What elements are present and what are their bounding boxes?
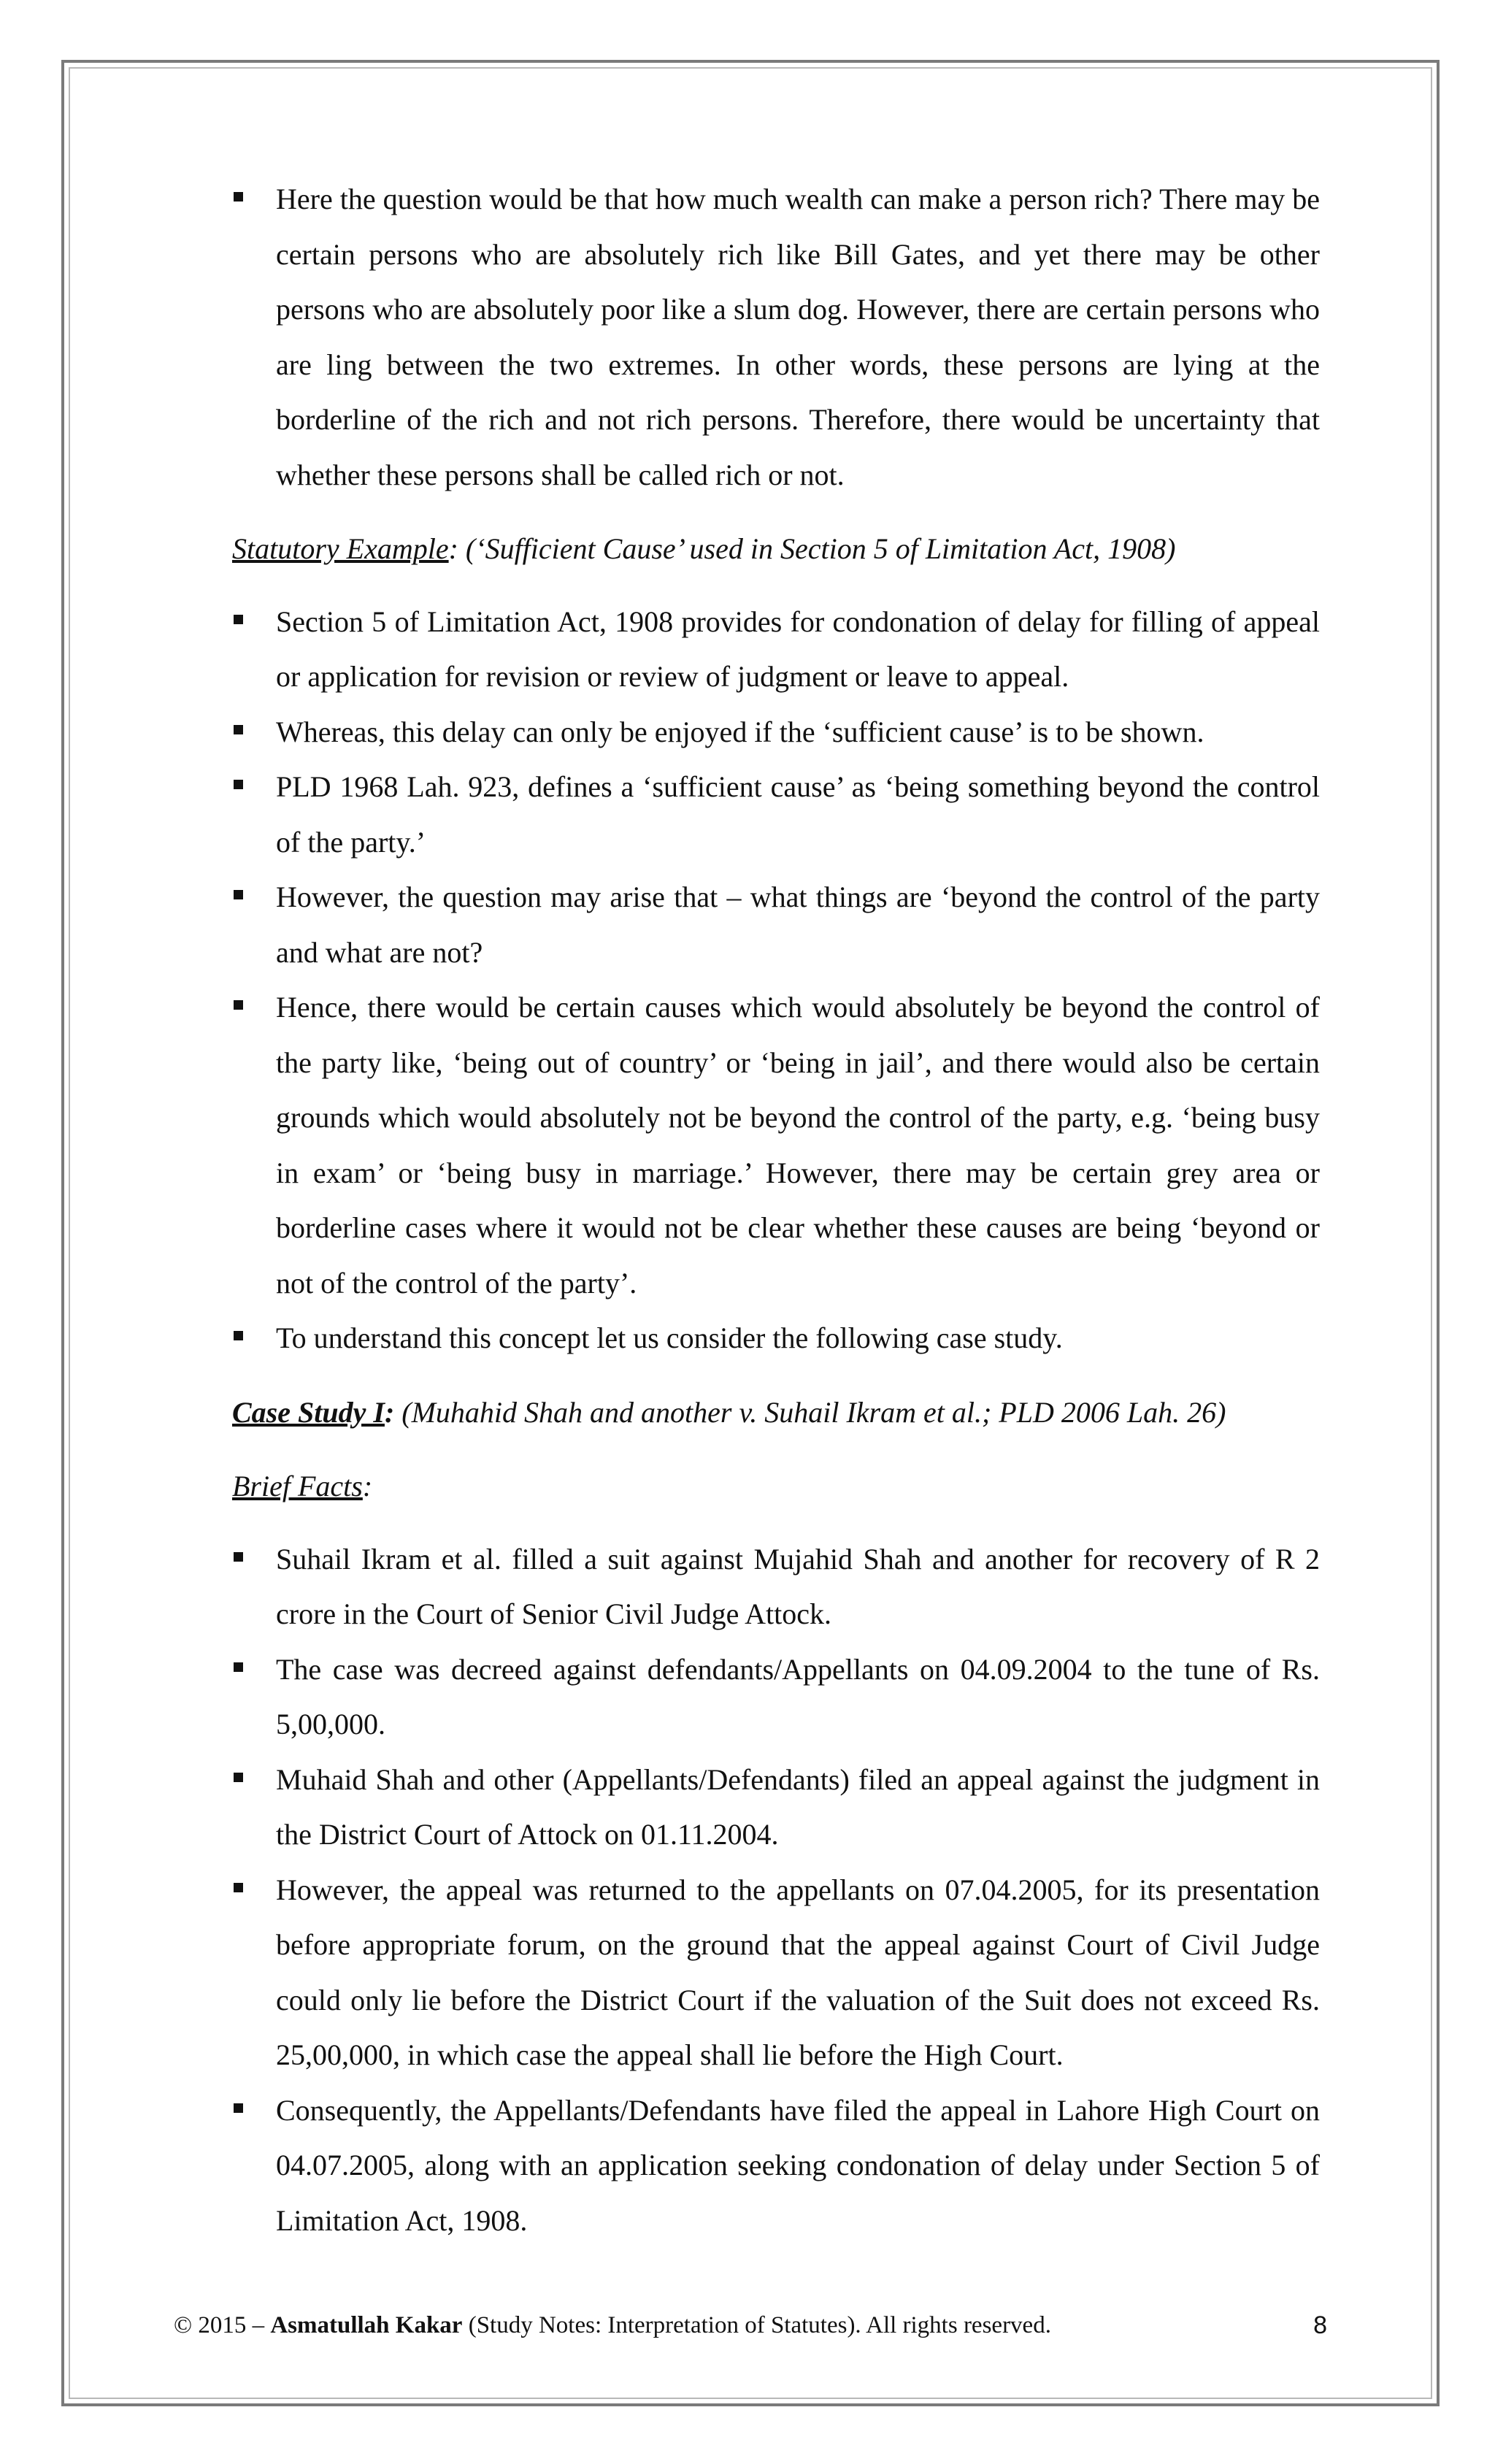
list-item: PLD 1968 Lah. 923, defines a ‘sufficient cause’ as ‘being something beyond the control of the party.’ — [232, 759, 1320, 870]
heading-label: Case Study I — [232, 1395, 385, 1429]
case-study-heading — [232, 1385, 1320, 1440]
page-content — [232, 172, 1320, 2248]
page-number: 8 — [1313, 2311, 1327, 2339]
list-item: Consequently, the Appellants/Defendants have filed the appeal in Lahore High Court on 04.07.2005, along with an application seeking condonation of delay under Section 5 of Limitation Act, 1908. — [232, 2083, 1320, 2249]
list-item: Suhail Ikram et al. filled a suit against Mujahid Shah and another for recovery of R 2 crore in the Court of Senior Civil Judge Attock. — [232, 1532, 1320, 1642]
heading-label: Statutory Example — [232, 532, 449, 565]
copyright-suffix: (Study Notes: Interpretation of Statutes). All rights reserved. — [462, 2312, 1051, 2338]
statutory-example-heading — [232, 521, 1320, 577]
copyright-prefix: © 2015 – — [174, 2312, 271, 2338]
heading-colon: : — [384, 1395, 395, 1429]
author-name: Asmatullah Kakar — [270, 2312, 463, 2338]
list-item: Muhaid Shah and other (Appellants/Defendants) filed an appeal against the judgment in the District Court of Attock on 01.11.2004. — [232, 1752, 1320, 1862]
list-item: The case was decreed against defendants/Appellants on 04.09.2004 to the tune of Rs. 5,00,000. — [232, 1642, 1320, 1752]
list-item: Here the question would be that how much wealth can make a person rich? There may be certain persons who are absolutely rich like Bill Gates, and yet there may be other persons who are absolutely poor like a slum dog. However, there are certain persons who are ling between the two extremes. In other words, these persons are lying at the borderline of the rich and not rich persons. Therefore, there would be uncertainty that whether these persons shall be called rich or not. — [232, 172, 1320, 502]
list-item: Whereas, this delay can only be enjoyed if the ‘sufficient cause’ is to be shown. — [232, 705, 1320, 760]
list-item: To understand this concept let us consider the following case study. — [232, 1310, 1320, 1366]
heading-label: Brief Facts — [232, 1470, 363, 1502]
list-item: However, the question may arise that – what things are ‘beyond the control of the party and what are not? — [232, 870, 1320, 980]
list-item: Section 5 of Limitation Act, 1908 provides for condonation of delay for filling of appeal or application for revision or review of judgment or leave to appeal. — [232, 594, 1320, 705]
statutory-bullet-list — [232, 594, 1320, 1366]
heading-text: : (‘Sufficient Cause’ used in Section 5 of Limitation Act, 1908) — [448, 532, 1176, 565]
page-footer — [174, 2311, 1327, 2340]
facts-bullet-list — [232, 1532, 1320, 2249]
heading-text: (Muhahid Shah and another v. Suhail Ikram et al.; PLD 2006 Lah. 26) — [394, 1395, 1226, 1429]
list-item: Hence, there would be certain causes which would absolutely be beyond the control of the party like, ‘being out of country’ or ‘being in jail’, and there would also be certain grounds which would absolutely not be beyond the control of the party, e.g. ‘being busy in exam’ or ‘being busy in marriage.’ However, there may be certain grey area or borderline cases where it would not be clear whether these causes are being ‘beyond or not of the control of the party’. — [232, 980, 1320, 1310]
heading-text: : — [362, 1470, 373, 1502]
intro-bullet-list — [232, 172, 1320, 502]
list-item: However, the appeal was returned to the appellants on 07.04.2005, for its presentation before appropriate forum, on the ground that the appeal against Court of Civil Judge could only lie before the District Court if the valuation of the Suit does not exceed Rs. 25,00,000, in which case the appeal shall lie before the High Court. — [232, 1862, 1320, 2083]
brief-facts-heading — [232, 1459, 1320, 1514]
